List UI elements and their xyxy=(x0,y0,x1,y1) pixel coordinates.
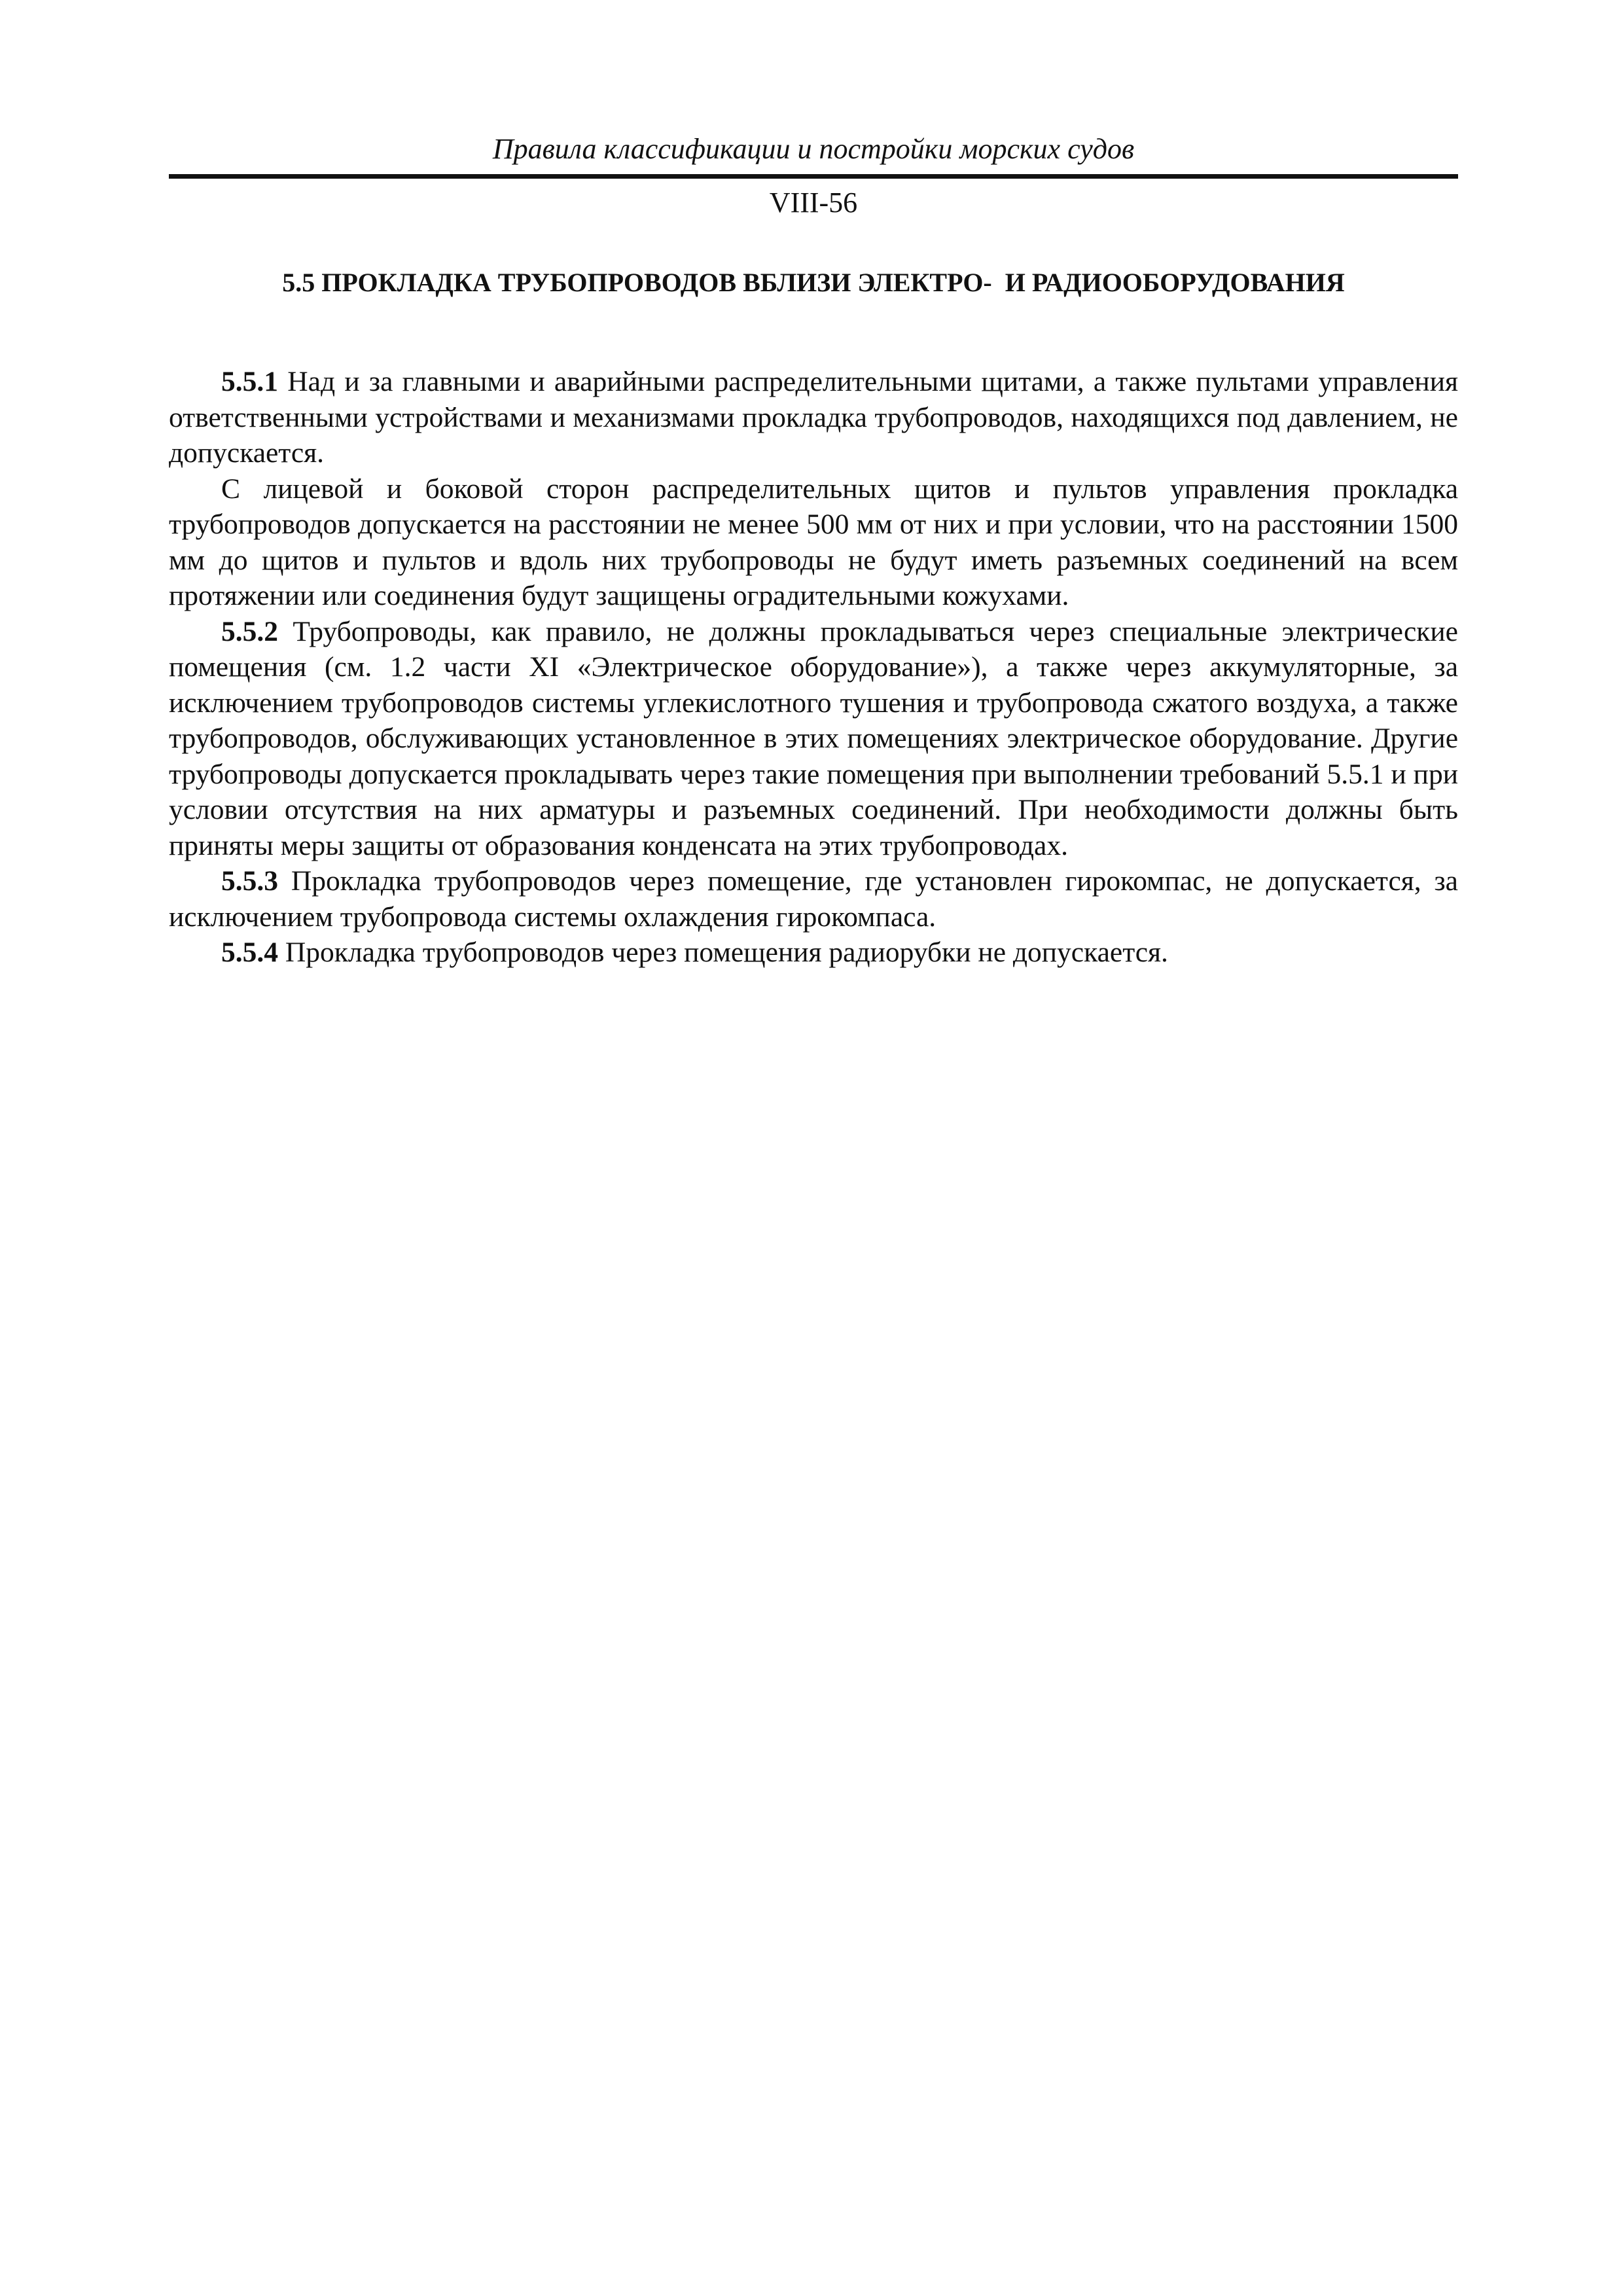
clause-number: 5.5.3 xyxy=(221,865,278,897)
header-rule xyxy=(169,174,1458,179)
paragraph-5-5-4 xyxy=(169,935,1458,971)
body-text xyxy=(169,364,1458,971)
paragraph-text: Прокладка трубопроводов через помещение, где установлен гирокомпас, не допускается, за исключением трубопровода системы охлаждения гирокомпаса. xyxy=(169,865,1458,933)
paragraph-5-5-1-continued xyxy=(169,471,1458,614)
clause-number: 5.5.2 xyxy=(221,615,278,647)
clause-number: 5.5.1 xyxy=(221,366,278,397)
clause-number: 5.5.4 xyxy=(221,937,278,968)
paragraph-text: Над и за главными и аварийными распределительными щитами, а также пультами управления ответственными устройствами и механизмами прокладка трубопроводов, находящихся под давлением, не допускается. xyxy=(169,366,1458,469)
paragraph-text: С лицевой и боковой сторон распределительных щитов и пультов управления прокладка трубопроводов допускается на расстоянии не менее 500 мм от них и при условии, что на расстоянии 1500 мм до щитов и пультов и вдоль них трубопроводы не будут иметь разъемных соединений на всем протяжении или соединения будут защищены оградительными кожухами. xyxy=(169,473,1458,611)
paragraph-text: Трубопроводы, как правило, не должны прокладываться через специальные электрические помещения (см. 1.2 части XI «Электрическое оборудование»), а также через аккумуляторные, за исключением трубопроводов системы углекислотного тушения и трубопровода сжатого воздуха, а также трубопроводов, обслуживающих установленное в этих помещениях электрическое оборудование. Другие трубопроводы допускается прокладывать через такие помещения при выполнении требований 5.5.1 и при условии отсутствия на них арматуры и разъемных соединений. При необходимости должны быть приняты меры защиты от образования конденсата на этих трубопроводах. xyxy=(169,615,1458,861)
paragraph-text: Прокладка трубопроводов через помещения радиорубки не допускается. xyxy=(278,937,1168,968)
paragraph-5-5-3 xyxy=(169,863,1458,935)
paragraph-5-5-1 xyxy=(169,364,1458,471)
running-head: Правила классификации и постройки морских судов xyxy=(492,133,1135,165)
page-number: VIII-56 xyxy=(769,187,858,219)
paragraph-5-5-2 xyxy=(169,614,1458,864)
section-title: 5.5 ПРОКЛАДКА ТРУБОПРОВОДОВ ВБЛИЗИ ЭЛЕКТРО- И РАДИООБОРУДОВАНИЯ xyxy=(282,268,1345,297)
